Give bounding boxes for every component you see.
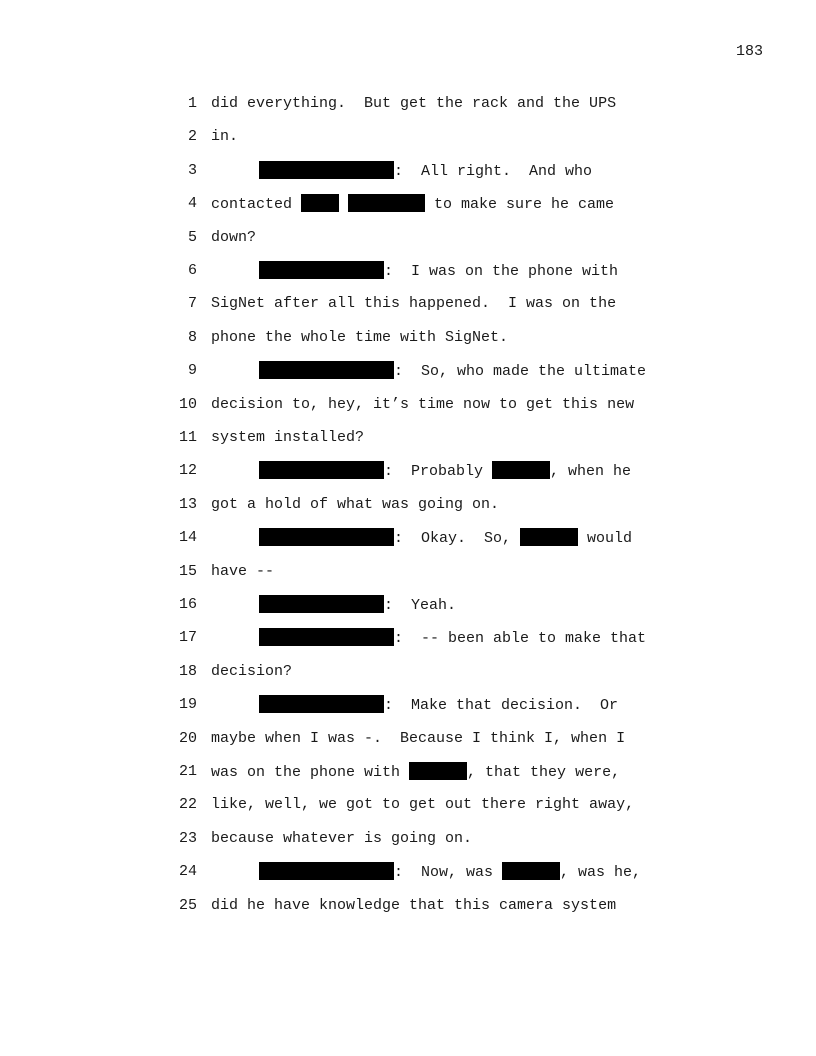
line-text (211, 361, 646, 382)
line-number: 8 (187, 328, 197, 346)
line-text-segment: : So, who made the ultimate (394, 363, 647, 381)
transcript-line (0, 595, 816, 628)
redaction-block (409, 762, 467, 780)
line-text (211, 294, 616, 314)
line-number: 23 (178, 829, 197, 847)
line-text (211, 161, 592, 182)
line-text-segment: was on the phone with (211, 764, 410, 781)
line-text (211, 795, 634, 815)
line-number: 12 (178, 462, 197, 480)
line-text-segment: : All right. And who (394, 162, 593, 180)
redaction-block (259, 862, 394, 880)
line-text (211, 127, 238, 147)
line-number: 16 (178, 596, 197, 613)
redaction-block (259, 528, 394, 546)
transcript-line (0, 361, 816, 394)
line-text-segment: : Okay. So, (394, 530, 521, 548)
redaction-block (259, 695, 384, 713)
line-text (211, 528, 632, 549)
transcript-line (0, 328, 816, 361)
line-number: 10 (178, 395, 197, 413)
line-text (211, 328, 508, 348)
line-number: 14 (178, 529, 197, 547)
line-text-segment: decision? (211, 662, 293, 680)
line-number: 4 (187, 195, 197, 213)
transcript-line (0, 528, 816, 561)
transcript-line (0, 829, 816, 862)
line-number: 13 (178, 495, 197, 513)
line-text (211, 829, 472, 849)
line-text (211, 562, 274, 582)
line-text-segment: because whatever is going on. (211, 829, 473, 847)
transcript-line (0, 294, 816, 327)
line-number: 18 (178, 662, 197, 680)
line-text-segment: would (578, 530, 633, 548)
redaction-block (492, 461, 550, 479)
line-number: 1 (187, 95, 197, 112)
line-text-segment: did he have knowledge that this camera system (211, 896, 617, 914)
line-text-segment: SigNet after all this happened. I was on the (211, 295, 617, 313)
transcript-line (0, 628, 816, 661)
transcript-line (0, 695, 816, 728)
line-text-segment: decision to, hey, it’s time now to get this new (211, 395, 635, 413)
line-text-segment: to make sure he came (425, 196, 615, 214)
transcript-line (0, 261, 816, 294)
transcript-line (0, 428, 816, 461)
redaction-block (259, 161, 394, 179)
transcript-line (0, 395, 816, 428)
redaction-block (520, 528, 578, 546)
redaction-block (259, 261, 384, 279)
transcript-line (0, 228, 816, 261)
line-text (211, 495, 499, 515)
transcript-line (0, 795, 816, 828)
transcript-line (0, 127, 816, 160)
transcript-line (0, 94, 816, 127)
line-text-segment: contacted (211, 196, 302, 214)
line-text (211, 94, 616, 114)
line-text (211, 261, 618, 282)
transcript-line (0, 461, 816, 494)
line-text (211, 595, 456, 616)
line-number: 2 (187, 128, 197, 146)
line-number: 15 (178, 562, 197, 580)
line-number: 7 (187, 295, 197, 313)
line-number: 3 (187, 161, 197, 179)
transcript-line (0, 662, 816, 695)
line-number: 6 (187, 262, 197, 279)
line-text (211, 395, 634, 415)
transcript-line (0, 762, 816, 795)
line-number: 24 (178, 863, 197, 881)
line-text (211, 228, 256, 248)
line-text-segment: got a hold of what was going on. (211, 495, 500, 513)
transcript-line (0, 729, 816, 762)
transcript-line (0, 495, 816, 528)
redaction-block (259, 461, 384, 479)
line-text-segment: system installed? (211, 429, 365, 446)
line-text-segment (339, 196, 348, 213)
line-text-segment: : Make that decision. Or (384, 697, 619, 715)
transcript-line (0, 562, 816, 595)
line-text-segment: maybe when I was -. Because I think I, when I (211, 729, 626, 747)
line-text (211, 695, 618, 716)
line-number: 21 (178, 763, 197, 780)
line-text-segment: : Probably (384, 463, 493, 481)
line-text-segment: : -- been able to make that (394, 630, 647, 648)
line-text-segment: : Now, was (394, 864, 503, 882)
line-text-segment: phone the whole time with SigNet. (211, 328, 509, 346)
line-text (211, 628, 646, 649)
line-text-segment: did everything. But get the rack and the UPS (211, 95, 617, 112)
line-text-segment: , was he, (560, 864, 642, 882)
line-number: 9 (187, 362, 197, 380)
line-text-segment: : I was on the phone with (384, 263, 619, 280)
redaction-block (502, 862, 560, 880)
line-text-segment: : Yeah. (384, 597, 457, 614)
line-text (211, 862, 641, 883)
redaction-block (259, 628, 394, 646)
line-text (211, 662, 292, 682)
line-text-segment: , that they were, (467, 764, 621, 781)
redaction-block (259, 361, 394, 379)
line-text (211, 896, 616, 916)
transcript-line (0, 862, 816, 895)
line-number: 20 (178, 729, 197, 747)
line-text-segment: have -- (211, 562, 275, 580)
line-text (211, 194, 614, 215)
line-text-segment: like, well, we got to get out there right away, (211, 796, 635, 814)
line-number: 22 (178, 796, 197, 814)
transcript-line (0, 194, 816, 227)
line-number: 25 (178, 896, 197, 914)
line-text-segment: in. (211, 128, 239, 146)
line-number: 19 (178, 696, 197, 714)
line-text (211, 428, 364, 448)
transcript-line (0, 896, 816, 929)
redaction-block (348, 194, 425, 212)
line-number: 5 (187, 228, 197, 246)
page-number: 183 (735, 43, 763, 60)
line-text (211, 762, 620, 783)
line-number: 11 (178, 429, 197, 446)
transcript-line (0, 161, 816, 194)
redaction-block (301, 194, 339, 212)
line-text (211, 461, 631, 482)
line-text-segment: , when he (550, 463, 632, 481)
line-number: 17 (178, 629, 197, 647)
line-text-segment: down? (211, 228, 257, 246)
line-text (211, 729, 625, 749)
redaction-block (259, 595, 384, 613)
